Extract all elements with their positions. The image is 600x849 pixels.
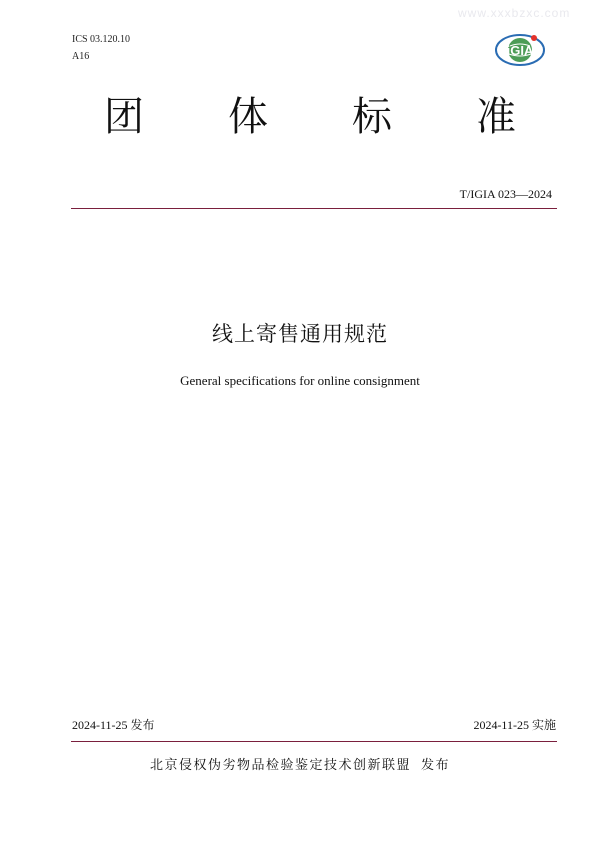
implementation-date-label: 实施 [531,718,556,732]
publisher-name: 北京侵权伪劣物品检验鉴定技术创新联盟 [149,758,411,773]
issue-date-label: 发布 [130,718,155,732]
title-english: General specifications for online consignment [180,373,420,388]
standard-type-char: 体 [228,94,268,140]
igia-logo [494,32,546,68]
implementation-date [473,716,556,733]
ccs-code: A16 [72,51,90,62]
watermark-text: www.xxxbzxc.com [458,6,571,20]
top-divider [71,208,557,209]
standard-type-char: 团 [104,94,144,140]
publisher [0,754,600,773]
standard-type-char: 标 [352,94,392,140]
issue-date-value: 2024-11-25 [72,718,128,732]
logo-text: iGIA [506,43,534,58]
title-chinese: 线上寄售通用规范 [212,322,388,346]
publisher-label: 发布 [421,758,451,773]
implementation-date-value: 2024-11-25 [473,718,529,732]
standard-type-char: 准 [476,94,516,140]
standard-number: T/IGIA 023—2024 [459,187,552,201]
standard-type-heading [0,93,600,143]
ics-code: ICS 03.120.10 [72,34,131,45]
issue-date [72,716,155,733]
bottom-divider [71,741,557,742]
